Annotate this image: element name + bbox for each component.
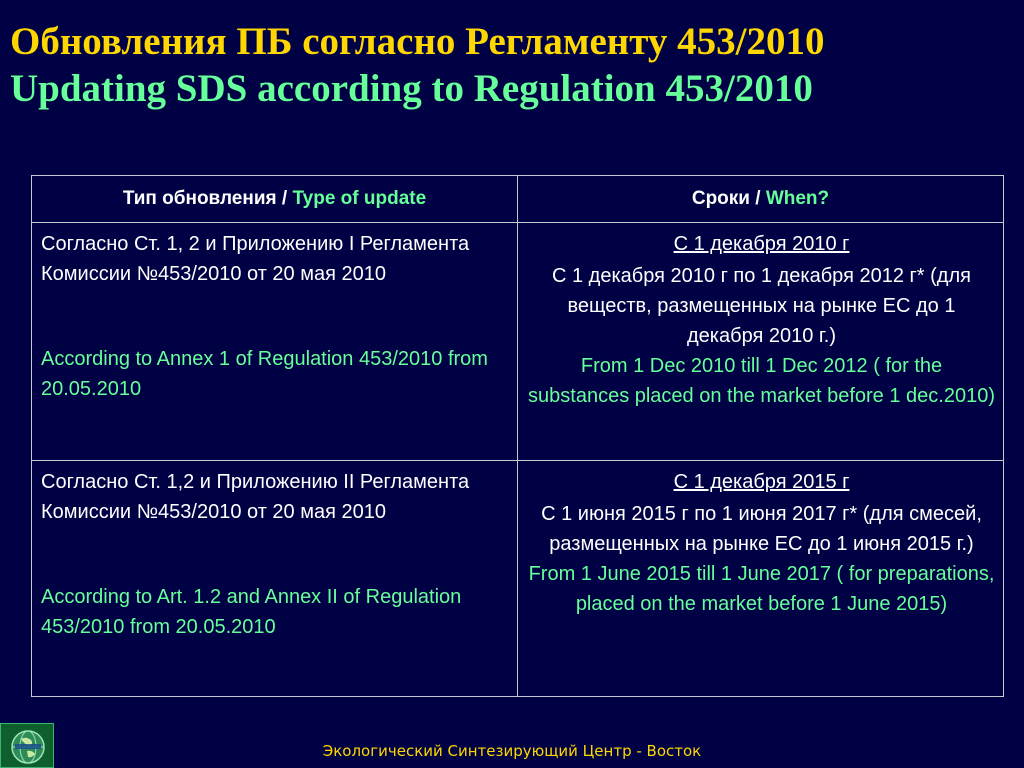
row2-right-ru: С 1 июня 2015 г по 1 июня 2017 г* (для смесей, размещенных на рынке ЕС до 1 июня 2015 г.) <box>541 503 982 555</box>
title-english: Updating SDS according to Regulation 453/2010 <box>10 67 813 110</box>
table-row <box>32 461 1004 697</box>
row2-type-cell <box>32 461 518 697</box>
header-when-ru: Сроки / <box>691 188 766 209</box>
row1-left-en: According to Annex 1 of Regulation 453/2010 from 20.05.2010 <box>41 348 488 400</box>
row2-date: С 1 декабря 2015 г <box>673 471 850 493</box>
header-when <box>518 176 1004 223</box>
row1-type-cell <box>32 223 518 461</box>
table-row <box>32 223 1004 461</box>
row1-right-en: From 1 Dec 2010 till 1 Dec 2012 ( for the substances placed on the market before 1 dec.2010) <box>528 355 995 407</box>
header-type-of-update <box>32 176 518 223</box>
header-when-en: When? <box>765 188 830 209</box>
row2-when-cell <box>518 461 1004 697</box>
row1-date: С 1 декабря 2010 г <box>673 233 850 255</box>
title-russian: Обновления ПБ согласно Регламенту 453/2010 <box>10 20 825 63</box>
header-type-en: Type of update <box>292 188 427 209</box>
row2-left-en: According to Art. 1.2 and Annex II of Regulation 453/2010 from 20.05.2010 <box>41 586 462 638</box>
footer-company-name: Экологический Синтезирующий Центр - Восток <box>322 742 702 760</box>
row2-right-en: From 1 June 2015 till 1 June 2017 ( for preparations, placed on the market before 1 June 2015) <box>528 563 995 615</box>
slide-title <box>10 18 1014 112</box>
update-schedule-table <box>31 175 1004 697</box>
table-header-row <box>32 176 1004 223</box>
row2-left-ru: Согласно Ст. 1,2 и Приложению II Регламента Комиссии №453/2010 от 20 мая 2010 <box>41 471 470 523</box>
row1-right-ru: С 1 декабря 2010 г по 1 декабря 2012 г* (для веществ, размещенных на рынке ЕС до 1 декабря 2010 г.) <box>552 265 971 347</box>
row1-when-cell <box>518 223 1004 461</box>
row1-left-ru: Согласно Ст. 1, 2 и Приложению I Регламента Комиссии №453/2010 от 20 мая 2010 <box>41 233 470 285</box>
header-type-ru: Тип обновления / <box>122 188 293 209</box>
